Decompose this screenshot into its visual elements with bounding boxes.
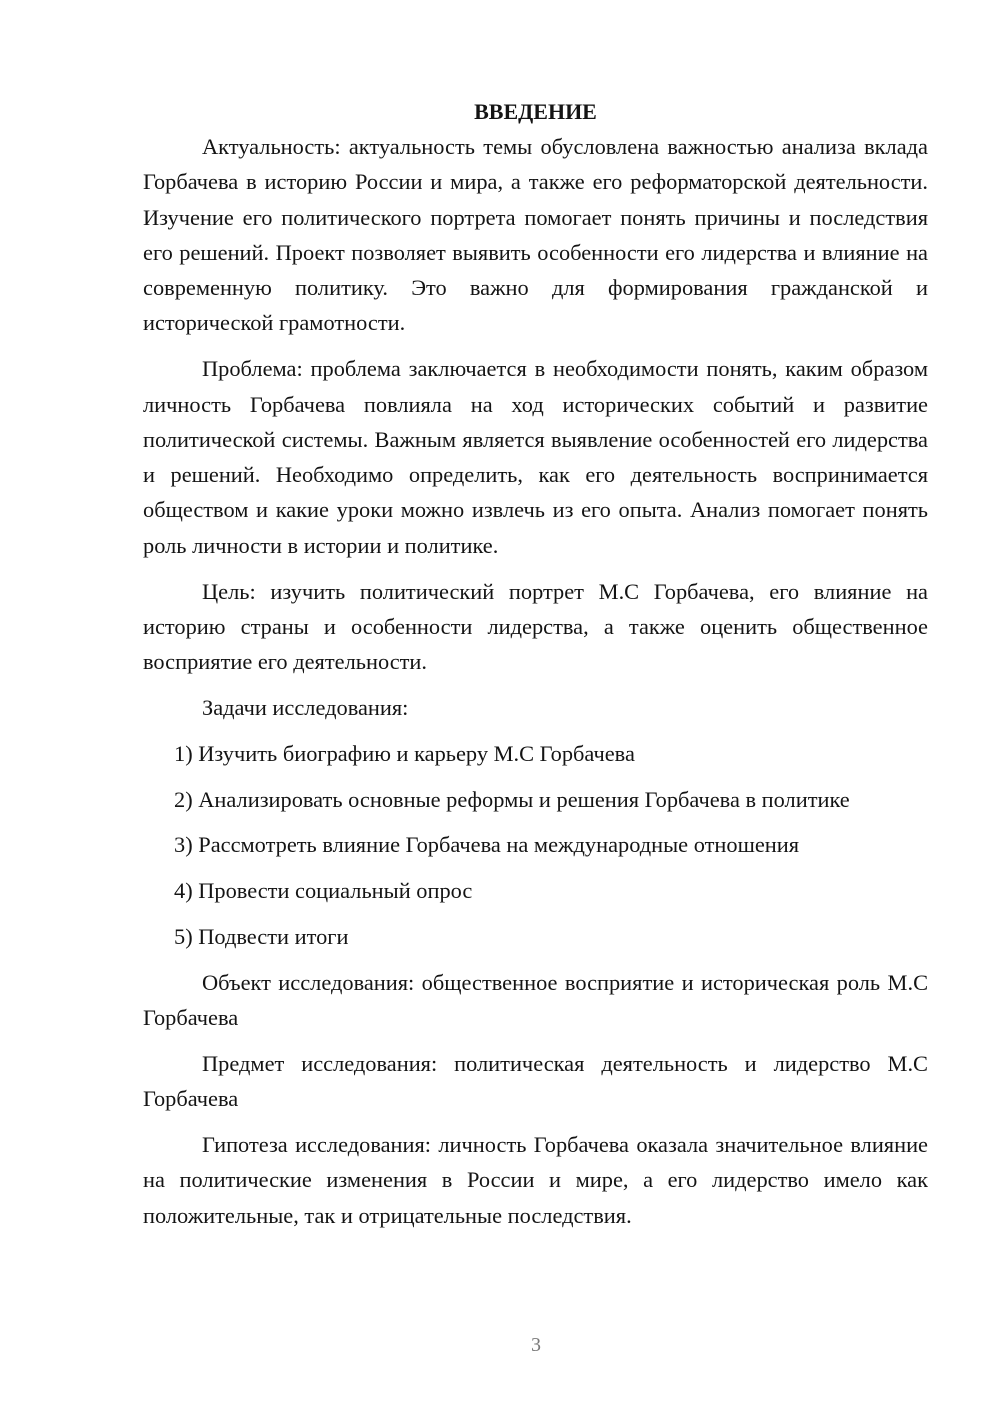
- task-item-3: 3) Рассмотреть влияние Горбачева на международные отношения: [174, 832, 800, 858]
- task-item-1: 1) Изучить биографию и карьеру М.С Горбачева: [174, 740, 635, 766]
- tasks-title: Задачи исследования:: [202, 694, 409, 720]
- paragraph-problem: Проблема: проблема заключается в необходимости понять, каким образом личность Горбачева повлияла на ход исторических событий и развитие политической системы. Важным является выявление особенностей его лидерства и решений. Необходимо определить, как его деятельность воспринимается обществом и какие уроки можно извлечь из его опыта. Анализ помогает понять роль личности в истории и политике.: [143, 356, 928, 558]
- task-item-4: 4) Провести социальный опрос: [174, 878, 473, 904]
- paragraph-hypothesis: Гипотеза исследования: личность Горбачева оказала значительное влияние на политические изменения в России и мире, а его лидерство имело как положительные, так и отрицательные последствия.: [143, 1131, 928, 1228]
- section-heading: ВВЕДЕНИЕ: [474, 99, 597, 124]
- paragraph-relevance: Актуальность: актуальность темы обусловлена важностью анализа вклада Горбачева в историю России и мира, а также его реформаторской деятельности. Изучение его политического портрета помогает понять причины и последствия его решений. Проект позволяет выявить особенности его лидерства и влияние на современную политику. Это важно для формирования гражданской и исторической грамотности.: [143, 134, 928, 336]
- paragraph-object: Объект исследования: общественное восприятие и историческая роль М.С Горбачева: [143, 969, 928, 1031]
- task-item-2: 2) Анализировать основные реформы и решения Горбачева в политике: [174, 786, 850, 812]
- paragraph-subject: Предмет исследования: политическая деятельность и лидерство М.С Горбачева: [143, 1050, 928, 1112]
- document-page: [143, 94, 928, 1233]
- paragraph-goal: Цель: изучить политический портрет М.С Горбачева, его влияние на историю страны и особенности лидерства, а также оценить общественное восприятие его деятельности.: [143, 578, 928, 675]
- task-item-5: 5) Подвести итоги: [174, 923, 349, 949]
- page-number: 3: [531, 1334, 541, 1356]
